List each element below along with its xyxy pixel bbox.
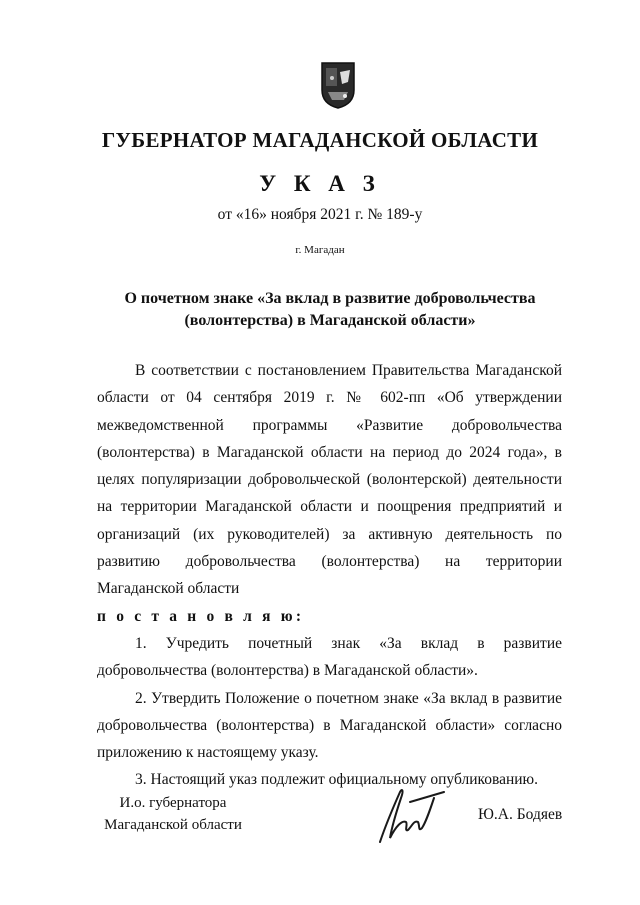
item-3: 3. Настоящий указ подлежит официальному опубликованию. (135, 771, 539, 789)
issuing-authority: ГУБЕРНАТОР МАГАДАНСКОЙ ОБЛАСТИ (101, 128, 539, 152)
preamble-paragraph: В соответствии с постановлением Правительства Магаданской области от 04 сентября 2019 г. № 602-пп «Об утверждении межведомственной программы «Развитие добровольчества (волонтерства) в Магаданской области на период до 2024 года», в целях популяризации добровольческой (волонтерской) деятельности на территории Магаданской области и поощрения предприятий и организаций (их руководителей) за активную деятельность по развитию добровольчества (волонтерства) на территории Магаданской области (97, 362, 562, 598)
document-date-number: от «16» ноября 2021 г. № 189-у (217, 206, 423, 223)
document-type: У К А З (259, 171, 381, 196)
subject-line-1: О почетном знаке «За вклад в развитие добровольчества (124, 290, 536, 307)
signatory-title-line-2: Магаданской области (104, 817, 242, 833)
document-subject (120, 288, 540, 332)
coat-of-arms-icon (318, 60, 358, 110)
item-1: 1. Учредить почетный знак «За вклад в развитие добровольчества (волонтерства) в Магаданской области». (97, 634, 562, 680)
document-body (97, 357, 562, 794)
document-place: г. Магадан (295, 244, 345, 256)
resolve-word: п о с т а н о в л я ю: (97, 607, 305, 625)
signatory-name: Ю.А. Бодяев (478, 806, 563, 823)
item-2: 2. Утвердить Положение о почетном знаке «За вклад в развитие добровольчества (волонтерства) в Магаданской области» согласно приложению к настоящему указу. (97, 689, 562, 762)
handwritten-signature (370, 780, 450, 850)
signatory-title (98, 792, 248, 836)
signatory-title-line-1: И.о. губернатора (119, 795, 227, 811)
subject-line-2: (волонтерства) в Магаданской области» (184, 312, 476, 329)
